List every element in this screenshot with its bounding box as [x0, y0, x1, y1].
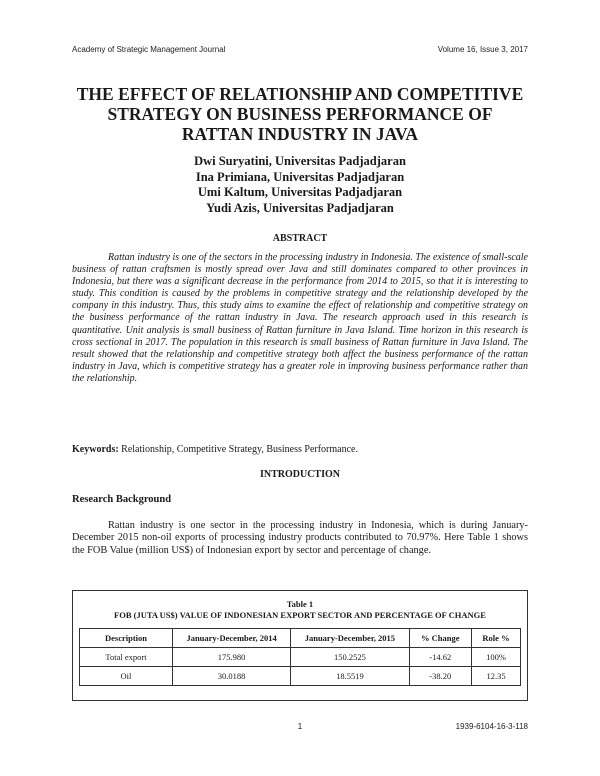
- column-header: January-December, 2015: [291, 629, 409, 648]
- introduction-paragraph: Rattan industry is one sector in the processing industry in Indonesia, which is during January-December 2015 non-oil exports of processing industry products contributed to 70.97%. Here Table 1 shows the FOB Value (million US$) of Indonesian export by sector and percentage of change.: [72, 520, 528, 556]
- column-header: Role %: [472, 629, 521, 648]
- table-cell: Total export: [80, 648, 173, 667]
- column-header: % Change: [409, 629, 471, 648]
- table-cell: Oil: [80, 667, 173, 686]
- article-id: 1939-6104-16-3-118: [455, 722, 528, 731]
- table-container: [72, 590, 528, 701]
- volume-issue: Volume 16, Issue 3, 2017: [437, 45, 528, 54]
- table-cell: -38.20: [409, 667, 471, 686]
- abstract-heading: ABSTRACT: [272, 233, 328, 244]
- author: Umi Kaltum, Universitas Padjadjaran: [197, 185, 403, 199]
- table-cell: 150.2525: [291, 648, 409, 667]
- table-cell: 175.980: [172, 648, 290, 667]
- table-cell: 30.0188: [172, 667, 290, 686]
- title-line: STRATEGY ON BUSINESS PERFORMANCE OF: [107, 104, 493, 124]
- export-table: [79, 628, 521, 686]
- table-caption: [73, 599, 527, 620]
- research-background-heading: Research Background: [72, 494, 172, 505]
- column-header: January-December, 2014: [172, 629, 290, 648]
- title-line: RATTAN INDUSTRY IN JAVA: [181, 124, 419, 144]
- table-row: [80, 667, 521, 686]
- author: Yudi Azis, Universitas Padjadjaran: [206, 200, 394, 215]
- page-number: 1: [297, 722, 303, 731]
- author: Dwi Suryatini, Universitas Padjadjaran: [194, 154, 406, 168]
- paper-title: [60, 84, 540, 144]
- table-header-row: [80, 629, 521, 648]
- author-list: [100, 154, 500, 216]
- table-cell: 18.5519: [291, 667, 409, 686]
- keywords: [72, 444, 528, 455]
- table-cell: -14.62: [409, 648, 471, 667]
- title-line: THE EFFECT OF RELATIONSHIP AND COMPETITIVE: [76, 84, 524, 104]
- table-number: Table 1: [286, 599, 314, 609]
- introduction-heading: INTRODUCTION: [259, 469, 340, 480]
- author: Ina Primiana, Universitas Padjadjaran: [195, 169, 405, 184]
- table-cell: 12.35: [472, 667, 521, 686]
- keywords-label: Keywords:: [72, 444, 119, 455]
- table-title: FOB (JUTA US$) VALUE OF INDONESIAN EXPORT SECTOR AND PERCENTAGE OF CHANGE: [114, 609, 486, 620]
- keywords-text: Relationship, Competitive Strategy, Business Performance.: [121, 444, 358, 455]
- abstract-text: Rattan industry is one of the sectors in the processing industry in Indonesia. The existence of small-scale business of rattan craftsmen is mostly spread over Java and still dominates compared to other provinces in Indonesia, but there was a significant decrease in the performance from 2014 to 2015, so that it is interesting to study. This condition is caused by the problems in competitive strategy and the relationship developed by the company in this industry. Thus, this study aims to examine the effect of relationship and competitive strategy on the business performance of the rattan industry in Java. The research approach used in this research is quantitative. Unit analysis is small business of Rattan furniture in Java Island. Time horizon in this research is cross sectional in 2017. The population in this research is small business of Rattan furniture in Java Island. The result showed that the relationship and competitive strategy both affect the business performance of the rattan industry in Java, which is competitive strategy has a greater role in improving business performance rather than the relationship.: [72, 252, 528, 384]
- table-row: [80, 648, 521, 667]
- column-header: Description: [80, 629, 173, 648]
- table-cell: 100%: [472, 648, 521, 667]
- journal-name: Academy of Strategic Management Journal: [72, 45, 226, 54]
